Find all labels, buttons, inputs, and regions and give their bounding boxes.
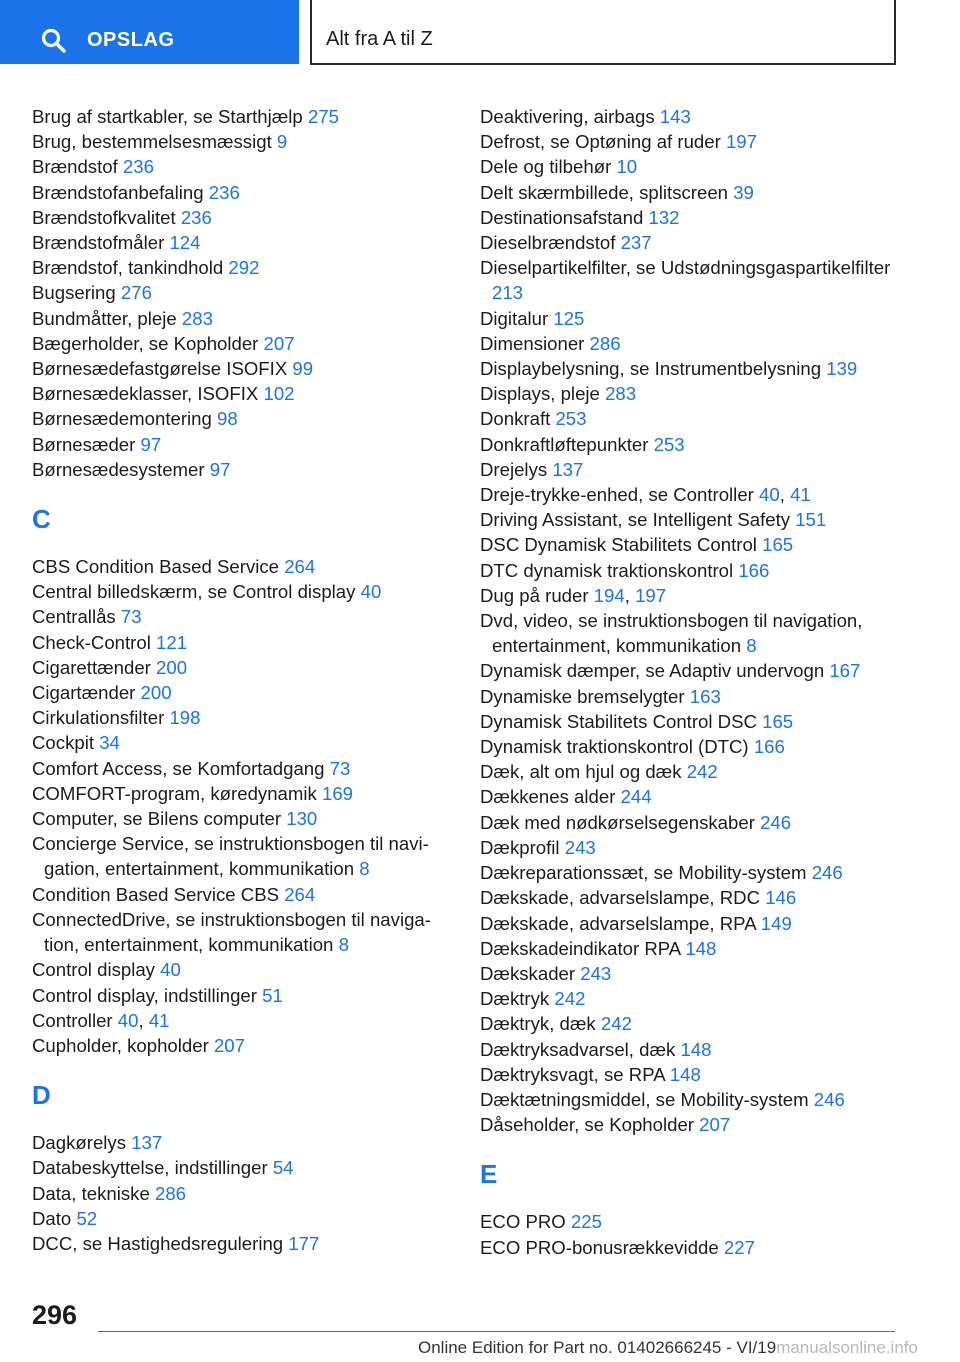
page-link[interactable]: 198 [169,707,201,729]
index-entry [32,1130,447,1155]
page-link[interactable]: 169 [321,782,354,804]
index-entry-text: Børnesædeklasser, ISOFIX [32,383,259,405]
index-entry [32,680,447,705]
page-link[interactable]: 243 [580,962,612,984]
index-entry-text: Dækskade, advarselslampe, RPA [480,912,756,934]
index-entry [32,356,447,381]
index-entry [480,835,900,860]
index-entry [32,331,447,356]
index-entry-text: Dæktætningsmiddel, se Mobility-system [480,1088,809,1110]
page-link[interactable]: 166 [753,736,785,758]
page-link[interactable]: 253 [653,433,685,455]
index-entry [480,482,900,507]
index-entry [32,1206,447,1231]
index-entry-text: Cigarettænder [32,656,151,678]
section-letter: C [32,504,51,535]
index-entry-text: Dækprofil [480,836,560,858]
index-entry [32,205,447,230]
index-entry-text: Control display [32,959,155,981]
index-entry [480,154,900,179]
page-link[interactable]: 8 [338,934,349,956]
index-entry [480,658,900,683]
index-entry [480,230,900,255]
page-link[interactable]: 243 [564,836,596,858]
index-entry [32,806,447,831]
index-entry [32,630,447,655]
index-entry [32,1033,447,1058]
index-entry-text: Dæk, alt om hjul og dæk [480,761,682,783]
index-entry [480,205,900,230]
page-link[interactable]: 242 [554,988,586,1010]
page-link[interactable]: 166 [738,559,770,581]
page-link[interactable]: 253 [555,408,587,430]
index-entry [480,986,900,1011]
page-link[interactable]: 40 [117,1009,139,1031]
index-entry [480,180,900,205]
index-column-right [480,104,900,1260]
footer-edition [418,1338,918,1358]
page-separator: , [138,1009,149,1031]
index-entry [32,907,447,957]
header-border-right [894,0,896,64]
index-entry-text: Deaktivering, airbags [480,106,655,127]
index-entry-text: DSC Dynamisk Stabilitets Control [480,534,757,556]
index-entry-text: Dvd, video, se instruktionsbogen til navigation, entertainment, kommunikation [480,610,863,657]
index-entry-text: Digitalur [480,307,549,329]
index-entry-text: Cockpit [32,732,95,754]
index-entry-text: Dækskade, advarselslampe, RDC [480,887,761,909]
index-entry-text: Dieselbrændstof [480,232,616,254]
index-entry-text: Børnesædesystemer [32,458,205,480]
index-entry [480,1037,900,1062]
page-link[interactable]: 41 [148,1009,170,1031]
page-link[interactable]: 237 [620,232,652,254]
page-link[interactable]: 264 [284,883,316,905]
footer-edition-text: Online Edition for Part no. 01402666245 - VI/19 [418,1338,777,1357]
search-icon [40,27,68,55]
index-entry-text: Centrallås [32,606,116,628]
index-entry-text: Dåseholder, se Kopholder [480,1114,694,1136]
index-entry-text: Comfort Access, se Komfortadgang [32,757,325,779]
index-entry [480,1011,900,1036]
index-entry-text: Driving Assistant, se Intelligent Safety [480,509,791,531]
index-entry [32,730,447,755]
page-link[interactable]: 137 [552,458,584,480]
page-link[interactable]: 242 [686,761,718,783]
index-entry-text: Brug af startkabler, se Starthjælp [32,106,303,127]
index-entry [32,104,447,129]
index-entry [32,1181,447,1206]
index-entry-text: Børnesæder [32,433,136,455]
index-entry-text: Bundmåtter, pleje [32,307,177,329]
page-link[interactable]: 148 [685,937,717,959]
page-link[interactable]: 225 [570,1211,602,1233]
index-entry-text: Central billedskærm, se Control display [32,581,356,603]
page-link[interactable]: 165 [762,710,794,732]
index-entry-text: Dug på ruder [480,584,589,606]
index-entry [32,280,447,305]
index-entry-text: Brændstofanbefaling [32,181,204,203]
page-link[interactable]: 286 [589,332,621,354]
page-link[interactable]: 236 [122,156,154,178]
index-entry-text: Dato [32,1207,72,1229]
page-link[interactable]: 9 [276,131,288,153]
index-entry [480,104,900,129]
index-entry [480,129,900,154]
index-entry-text: Dynamisk traktionskontrol (DTC) [480,736,749,758]
index-entry-text: Brændstofmåler [32,232,165,254]
page-link[interactable]: 275 [307,106,339,127]
index-entry [32,554,447,579]
index-entry-text: Børnesædemontering [32,408,212,430]
page-link[interactable]: 41 [790,484,811,506]
page-link[interactable]: 200 [156,656,188,678]
index-entry [480,306,900,331]
page-link[interactable]: 132 [648,206,680,228]
page-link[interactable]: 207 [699,1114,731,1136]
index-entry-text: Bugsering [32,282,116,304]
page-link[interactable]: 97 [209,458,231,480]
page-link[interactable]: 121 [156,631,188,653]
page-link[interactable]: 283 [605,383,637,405]
index-entry [480,961,900,986]
index-entry [32,306,447,331]
page-link[interactable]: 124 [169,232,201,254]
index-entry-text: Cupholder, kopholder [32,1034,209,1056]
index-entry-text: Brug, bestemmelsesmæssigt [32,131,272,153]
index-entry [32,882,447,907]
index-entry [480,860,900,885]
index-entry-text: Displays, pleje [480,383,600,405]
index-entry [480,331,900,356]
page-link[interactable]: 10 [616,156,638,178]
page-link[interactable]: 264 [284,556,316,578]
index-entry-text: Bægerholder, se Kopholder [32,332,259,354]
index-entry [480,1209,900,1234]
page-link[interactable]: 130 [286,808,318,830]
page-link[interactable]: 167 [829,660,861,682]
index-entry-text: Dynamiske bremselygter [480,685,685,707]
page-link[interactable]: 207 [213,1034,245,1056]
section-letter: D [32,1080,51,1111]
page-link[interactable]: 146 [765,887,797,909]
index-entry [32,154,447,179]
page-link[interactable]: 149 [760,912,792,934]
index-entry-text: ECO PRO [480,1211,566,1233]
page-link[interactable]: 73 [329,757,351,779]
page-separator: , [624,584,636,606]
index-entry [480,381,900,406]
page-link[interactable]: 125 [553,307,585,329]
index-entry [32,983,447,1008]
page-link[interactable]: 52 [76,1207,98,1229]
index-entry-text: Dieselpartikelfilter, se Udstødningsgaspartikelfilter [480,257,891,279]
page-link[interactable]: 197 [725,131,757,153]
index-entry [32,180,447,205]
index-entry [480,759,900,784]
page-link[interactable]: 242 [600,1013,632,1035]
index-entry-text: Defrost, se Optøning af ruder [480,131,721,153]
page-link[interactable]: 276 [120,282,152,304]
page-link[interactable]: 148 [669,1063,701,1085]
page-link[interactable]: 102 [263,383,295,405]
index-entry-text: Data, tekniske [32,1182,150,1204]
page-link[interactable]: 207 [263,332,295,354]
page-link[interactable]: 227 [723,1236,755,1258]
index-entry-text: Dæktryk [480,988,550,1010]
index-entry-text: Dynamisk Stabilitets Control DSC [480,710,757,732]
page-number: 296 [32,1300,78,1330]
page-link[interactable]: 165 [762,534,794,556]
page-link[interactable]: 73 [120,606,142,628]
page-link[interactable]: 98 [217,408,238,430]
index-entry [480,936,900,961]
index-entry [32,957,447,982]
index-entry [32,457,447,482]
index-entry [480,709,900,734]
index-entry-text: Brændstof [32,156,118,178]
page-title: Alt fra A til Z [326,28,433,50]
index-entry-text: Børnesædefastgørelse ISOFIX [32,358,288,380]
index-entry [480,810,900,835]
index-entry-text: Displaybelysning, se Instrumentbelysning [480,358,822,380]
index-entry [480,457,900,482]
page-link[interactable]: 194 [593,584,625,606]
index-entry [32,255,447,280]
index-entry [32,1008,447,1033]
index-entry [480,432,900,457]
index-entry-text: Dæktryksvagt, se RPA [480,1063,665,1085]
index-entry [480,1087,900,1112]
index-entry [480,1235,900,1260]
page-link[interactable]: 246 [760,811,792,833]
index-entry [32,230,447,255]
header-border-bottom [310,63,896,65]
page-link[interactable]: 283 [181,307,213,329]
page-link[interactable]: 246 [813,1088,845,1110]
index-entry-text: DTC dynamisk traktionskontrol [480,559,734,581]
index-entry [480,406,900,431]
footer-divider [98,1331,895,1332]
index-entry-text: CBS Condition Based Service [32,556,280,578]
index-entry [480,734,900,759]
index-entry-text: Dækskadeindikator RPA [480,937,681,959]
page-link[interactable]: 177 [288,1232,320,1254]
index-entry-text: Dimensioner [480,332,585,354]
index-entry [32,381,447,406]
index-entry-text: Condition Based Service CBS [32,883,280,905]
index-entry-text: Dæktryk, dæk [480,1013,596,1035]
page-link[interactable]: 197 [635,584,667,606]
index-entry [480,784,900,809]
index-entry-text: Check-Control [32,631,151,653]
index-entry-text: Brændstof, tankindhold [32,257,224,279]
index-entry-text: Donkraft [480,408,551,430]
page-link[interactable]: 97 [140,433,162,455]
index-entry [32,406,447,431]
index-entry [32,579,447,604]
index-entry [480,255,900,305]
page-link[interactable]: 236 [180,206,212,228]
index-entry-text: Control display, indstillinger [32,984,257,1006]
index-entry-text: Drejelys [480,458,548,480]
index-entry-text: Dagkørelys [32,1132,127,1154]
index-entry [480,532,900,557]
index-entry [480,911,900,936]
page-link[interactable]: 54 [272,1157,294,1179]
index-entry [480,583,900,608]
page-link[interactable]: 8 [359,858,370,880]
index-entry [32,1155,447,1180]
page-link[interactable]: 137 [131,1132,163,1154]
index-entry-text: Controller [32,1009,113,1031]
index-entry-text: Dynamisk dæmper, se Adaptiv undervogn [480,660,825,682]
page-link[interactable]: 246 [811,862,843,884]
index-entry [32,1231,447,1256]
index-entry [480,558,900,583]
page-link[interactable]: 151 [795,509,827,531]
page-link[interactable]: 200 [140,682,172,704]
page-link[interactable]: 143 [659,106,691,127]
page-link[interactable]: 286 [155,1182,187,1204]
page-separator: , [779,484,791,506]
footer-watermark: manualsonline.info [776,1338,918,1357]
index-entry [32,129,447,154]
index-entry-text: Dæktryksadvarsel, dæk [480,1038,676,1060]
page-link[interactable]: 292 [228,257,260,279]
search-tab-label: OPSLAG [87,29,175,51]
page-link[interactable]: 40 [160,959,181,981]
page-link[interactable]: 163 [689,685,721,707]
index-entry-text: Dele og tilbehør [480,156,612,178]
page-link[interactable]: 244 [620,786,652,808]
index-entry [480,1112,900,1137]
index-entry [32,831,447,881]
index-entry [32,604,447,629]
index-entry-text: Cirkulationsfilter [32,707,165,729]
index-entry [480,885,900,910]
search-tab[interactable] [0,0,299,64]
page-link[interactable]: 213 [492,282,524,304]
index-entry [32,781,447,806]
index-entry [480,684,900,709]
page-link[interactable]: 148 [680,1038,712,1060]
index-entry-text: Cigartænder [32,682,136,704]
index-entry [32,705,447,730]
index-column-left [32,104,447,1256]
index-entry [480,507,900,532]
page-link[interactable]: 139 [826,358,858,380]
index-entry-text: Dreje-trykke-enhed, se Controller [480,484,754,506]
index-entry-text: Computer, se Bilens computer [32,808,282,830]
index-entry [480,608,900,658]
index-entry [32,432,447,457]
index-entry-text: Dækreparationssæt, se Mobility-system [480,862,807,884]
page-link[interactable]: 40 [360,581,382,603]
index-entry-text: DCC, se Hastighedsregulering [32,1232,284,1254]
section-letter: E [480,1159,498,1190]
index-entry [480,1062,900,1087]
page-link[interactable]: 39 [733,181,754,203]
index-entry-text: Destinationsafstand [480,206,644,228]
page-link[interactable]: 40 [759,484,780,506]
page-link[interactable]: 8 [746,635,757,657]
index-entry [32,655,447,680]
index-entry-text: Donkraftløftepunkter [480,433,649,455]
index-entry-text: Dæk med nødkørselsegenskaber [480,811,755,833]
index-entry-text: Databeskyttelse, indstillinger [32,1157,268,1179]
index-entry-text: Brændstofkvalitet [32,206,176,228]
index-entry-text: Dækkenes alder [480,786,616,808]
index-entry-text: ConnectedDrive, se instruktionsbogen til navigation, entertainment, kommunikation [32,908,431,956]
index-entry-text: Dækskader [480,962,576,984]
index-entry [480,356,900,381]
page-link[interactable]: 236 [208,181,240,203]
index-entry-text: Delt skærmbillede, splitscreen [480,181,729,203]
index-entry-text: ECO PRO-bonusrækkevidde [480,1236,719,1258]
index-entry [32,756,447,781]
page-link[interactable]: 34 [99,732,120,754]
page-link[interactable]: 51 [262,984,283,1006]
page-link[interactable]: 99 [292,358,314,380]
index-entry-text: Concierge Service, se instruktionsbogen til navigation, entertainment, kommunikation [32,833,429,880]
index-entry-text: COMFORT-program, køredynamik [32,782,317,804]
header-divider [310,0,312,64]
